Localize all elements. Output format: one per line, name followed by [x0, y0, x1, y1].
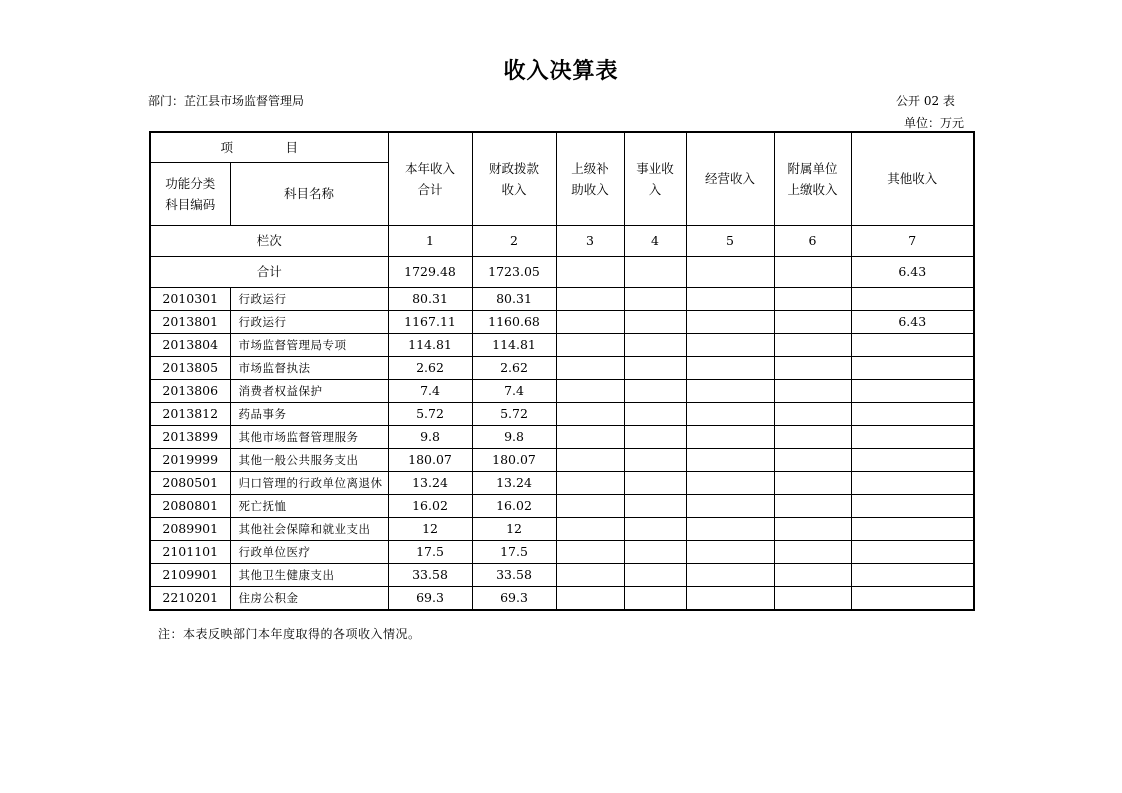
- value-cell: [624, 380, 686, 403]
- subject-name: 消费者权益保护: [230, 380, 388, 403]
- subject-code: 2109901: [150, 564, 230, 587]
- header-career: 事业收 入: [624, 132, 686, 226]
- table-row: [150, 564, 974, 587]
- header-superior: 上级补 助收入: [556, 132, 624, 226]
- total-cell: [624, 257, 686, 288]
- column-index: 6: [774, 226, 851, 257]
- subject-name: 住房公积金: [230, 587, 388, 611]
- value-cell: [686, 288, 774, 311]
- value-cell: 13.24: [472, 472, 556, 495]
- value-cell: [774, 564, 851, 587]
- table-row: [150, 311, 974, 334]
- unit-label: 单位：万元: [904, 116, 965, 130]
- value-cell: [556, 495, 624, 518]
- total-cell: 6.43: [851, 257, 974, 288]
- column-index: 2: [472, 226, 556, 257]
- value-cell: [624, 403, 686, 426]
- total-cell: 1723.05: [472, 257, 556, 288]
- value-cell: [851, 587, 974, 611]
- value-cell: [851, 518, 974, 541]
- value-cell: [774, 587, 851, 611]
- value-cell: [556, 426, 624, 449]
- table-row: [150, 541, 974, 564]
- value-cell: 13.24: [388, 472, 472, 495]
- value-cell: [624, 334, 686, 357]
- form-number: 公开 02 表: [896, 94, 955, 108]
- value-cell: 16.02: [388, 495, 472, 518]
- subject-name: 死亡抚恤: [230, 495, 388, 518]
- value-cell: [556, 564, 624, 587]
- value-cell: 69.3: [472, 587, 556, 611]
- value-cell: [686, 426, 774, 449]
- subject-code: 2101101: [150, 541, 230, 564]
- value-cell: 1167.11: [388, 311, 472, 334]
- subject-code: 2013801: [150, 311, 230, 334]
- value-cell: [624, 587, 686, 611]
- value-cell: 16.02: [472, 495, 556, 518]
- table-row: [150, 334, 974, 357]
- value-cell: [556, 380, 624, 403]
- value-cell: [851, 426, 974, 449]
- subject-code: 2013806: [150, 380, 230, 403]
- subject-name: 行政运行: [230, 288, 388, 311]
- value-cell: [774, 472, 851, 495]
- value-cell: [556, 357, 624, 380]
- value-cell: [686, 541, 774, 564]
- value-cell: [556, 288, 624, 311]
- subject-name: 市场监督执法: [230, 357, 388, 380]
- value-cell: [774, 334, 851, 357]
- subject-name: 其他市场监督管理服务: [230, 426, 388, 449]
- value-cell: [851, 288, 974, 311]
- column-index: 1: [388, 226, 472, 257]
- column-index: 5: [686, 226, 774, 257]
- value-cell: 33.58: [388, 564, 472, 587]
- subject-code: 2013899: [150, 426, 230, 449]
- total-label: 合计: [150, 257, 388, 288]
- value-cell: [774, 357, 851, 380]
- header-project: 项 目: [150, 132, 388, 163]
- subject-code: 2013805: [150, 357, 230, 380]
- value-cell: 7.4: [388, 380, 472, 403]
- value-cell: [686, 449, 774, 472]
- value-cell: 80.31: [472, 288, 556, 311]
- subject-code: 2210201: [150, 587, 230, 611]
- table-row: [150, 357, 974, 380]
- table-row: [150, 380, 974, 403]
- value-cell: [774, 380, 851, 403]
- table-row: [150, 426, 974, 449]
- value-cell: [774, 518, 851, 541]
- subject-name: 行政单位医疗: [230, 541, 388, 564]
- subject-code: 2080801: [150, 495, 230, 518]
- value-cell: [851, 357, 974, 380]
- total-row: [150, 257, 974, 288]
- table-row: [150, 518, 974, 541]
- value-cell: [686, 518, 774, 541]
- total-cell: [774, 257, 851, 288]
- column-index-label: 栏次: [150, 226, 388, 257]
- value-cell: [556, 541, 624, 564]
- value-cell: [774, 449, 851, 472]
- value-cell: [686, 564, 774, 587]
- page-title: 收入决算表: [503, 59, 619, 84]
- value-cell: [686, 472, 774, 495]
- value-cell: 114.81: [388, 334, 472, 357]
- value-cell: [556, 518, 624, 541]
- column-index: 7: [851, 226, 974, 257]
- value-cell: [686, 334, 774, 357]
- value-cell: [624, 449, 686, 472]
- value-cell: [851, 495, 974, 518]
- subject-name: 其他社会保障和就业支出: [230, 518, 388, 541]
- value-cell: [624, 495, 686, 518]
- value-cell: 5.72: [472, 403, 556, 426]
- value-cell: [556, 403, 624, 426]
- value-cell: [851, 449, 974, 472]
- value-cell: [686, 587, 774, 611]
- value-cell: 6.43: [851, 311, 974, 334]
- value-cell: [851, 564, 974, 587]
- value-cell: [686, 380, 774, 403]
- value-cell: [774, 288, 851, 311]
- subject-code: 2089901: [150, 518, 230, 541]
- value-cell: 180.07: [472, 449, 556, 472]
- value-cell: [624, 541, 686, 564]
- value-cell: 2.62: [388, 357, 472, 380]
- value-cell: [851, 380, 974, 403]
- value-cell: 7.4: [472, 380, 556, 403]
- value-cell: 9.8: [472, 426, 556, 449]
- value-cell: 12: [472, 518, 556, 541]
- value-cell: [851, 403, 974, 426]
- value-cell: 69.3: [388, 587, 472, 611]
- value-cell: [624, 288, 686, 311]
- subject-code: 2013804: [150, 334, 230, 357]
- value-cell: [686, 357, 774, 380]
- column-index: 4: [624, 226, 686, 257]
- header-other: 其他收入: [851, 132, 974, 226]
- value-cell: [686, 495, 774, 518]
- header-fiscal: 财政拨款 收入: [472, 132, 556, 226]
- value-cell: 180.07: [388, 449, 472, 472]
- value-cell: [624, 357, 686, 380]
- value-cell: 114.81: [472, 334, 556, 357]
- value-cell: 17.5: [388, 541, 472, 564]
- value-cell: [556, 472, 624, 495]
- value-cell: 2.62: [472, 357, 556, 380]
- value-cell: [556, 587, 624, 611]
- subject-name: 市场监督管理局专项: [230, 334, 388, 357]
- subject-code: 2013812: [150, 403, 230, 426]
- value-cell: [624, 518, 686, 541]
- column-index-row: [150, 226, 974, 257]
- income-table: [149, 131, 975, 611]
- subject-name: 其他卫生健康支出: [230, 564, 388, 587]
- value-cell: 1160.68: [472, 311, 556, 334]
- value-cell: [624, 472, 686, 495]
- value-cell: [851, 541, 974, 564]
- value-cell: 12: [388, 518, 472, 541]
- column-index: 3: [556, 226, 624, 257]
- table-row: [150, 587, 974, 611]
- subject-name: 归口管理的行政单位离退休: [230, 472, 388, 495]
- total-cell: 1729.48: [388, 257, 472, 288]
- value-cell: 33.58: [472, 564, 556, 587]
- value-cell: [686, 403, 774, 426]
- subject-code: 2019999: [150, 449, 230, 472]
- value-cell: [624, 564, 686, 587]
- value-cell: 17.5: [472, 541, 556, 564]
- subject-name: 其他一般公共服务支出: [230, 449, 388, 472]
- subject-name: 药品事务: [230, 403, 388, 426]
- table-row: [150, 495, 974, 518]
- value-cell: 5.72: [388, 403, 472, 426]
- subject-code: 2080501: [150, 472, 230, 495]
- table-row: [150, 288, 974, 311]
- value-cell: [556, 311, 624, 334]
- footnote: 注：本表反映部门本年度取得的各项收入情况。: [158, 627, 421, 641]
- subject-code: 2010301: [150, 288, 230, 311]
- value-cell: [851, 334, 974, 357]
- value-cell: [556, 334, 624, 357]
- value-cell: [851, 472, 974, 495]
- header-business: 经营收入: [686, 132, 774, 226]
- header-func-code: 功能分类 科目编码: [150, 163, 230, 226]
- value-cell: [774, 541, 851, 564]
- subject-name: 行政运行: [230, 311, 388, 334]
- table-row: [150, 472, 974, 495]
- value-cell: [774, 495, 851, 518]
- value-cell: 9.8: [388, 426, 472, 449]
- header-subject-name: 科目名称: [230, 163, 388, 226]
- value-cell: [624, 426, 686, 449]
- value-cell: [774, 403, 851, 426]
- department-label: 部门：芷江县市场监督管理局: [148, 94, 305, 108]
- table-row: [150, 403, 974, 426]
- value-cell: [624, 311, 686, 334]
- total-cell: [686, 257, 774, 288]
- value-cell: 80.31: [388, 288, 472, 311]
- table-row: [150, 449, 974, 472]
- value-cell: [774, 311, 851, 334]
- header-total: 本年收入 合计: [388, 132, 472, 226]
- value-cell: [774, 426, 851, 449]
- value-cell: [556, 449, 624, 472]
- total-cell: [556, 257, 624, 288]
- value-cell: [686, 311, 774, 334]
- header-affiliated: 附属单位 上缴收入: [774, 132, 851, 226]
